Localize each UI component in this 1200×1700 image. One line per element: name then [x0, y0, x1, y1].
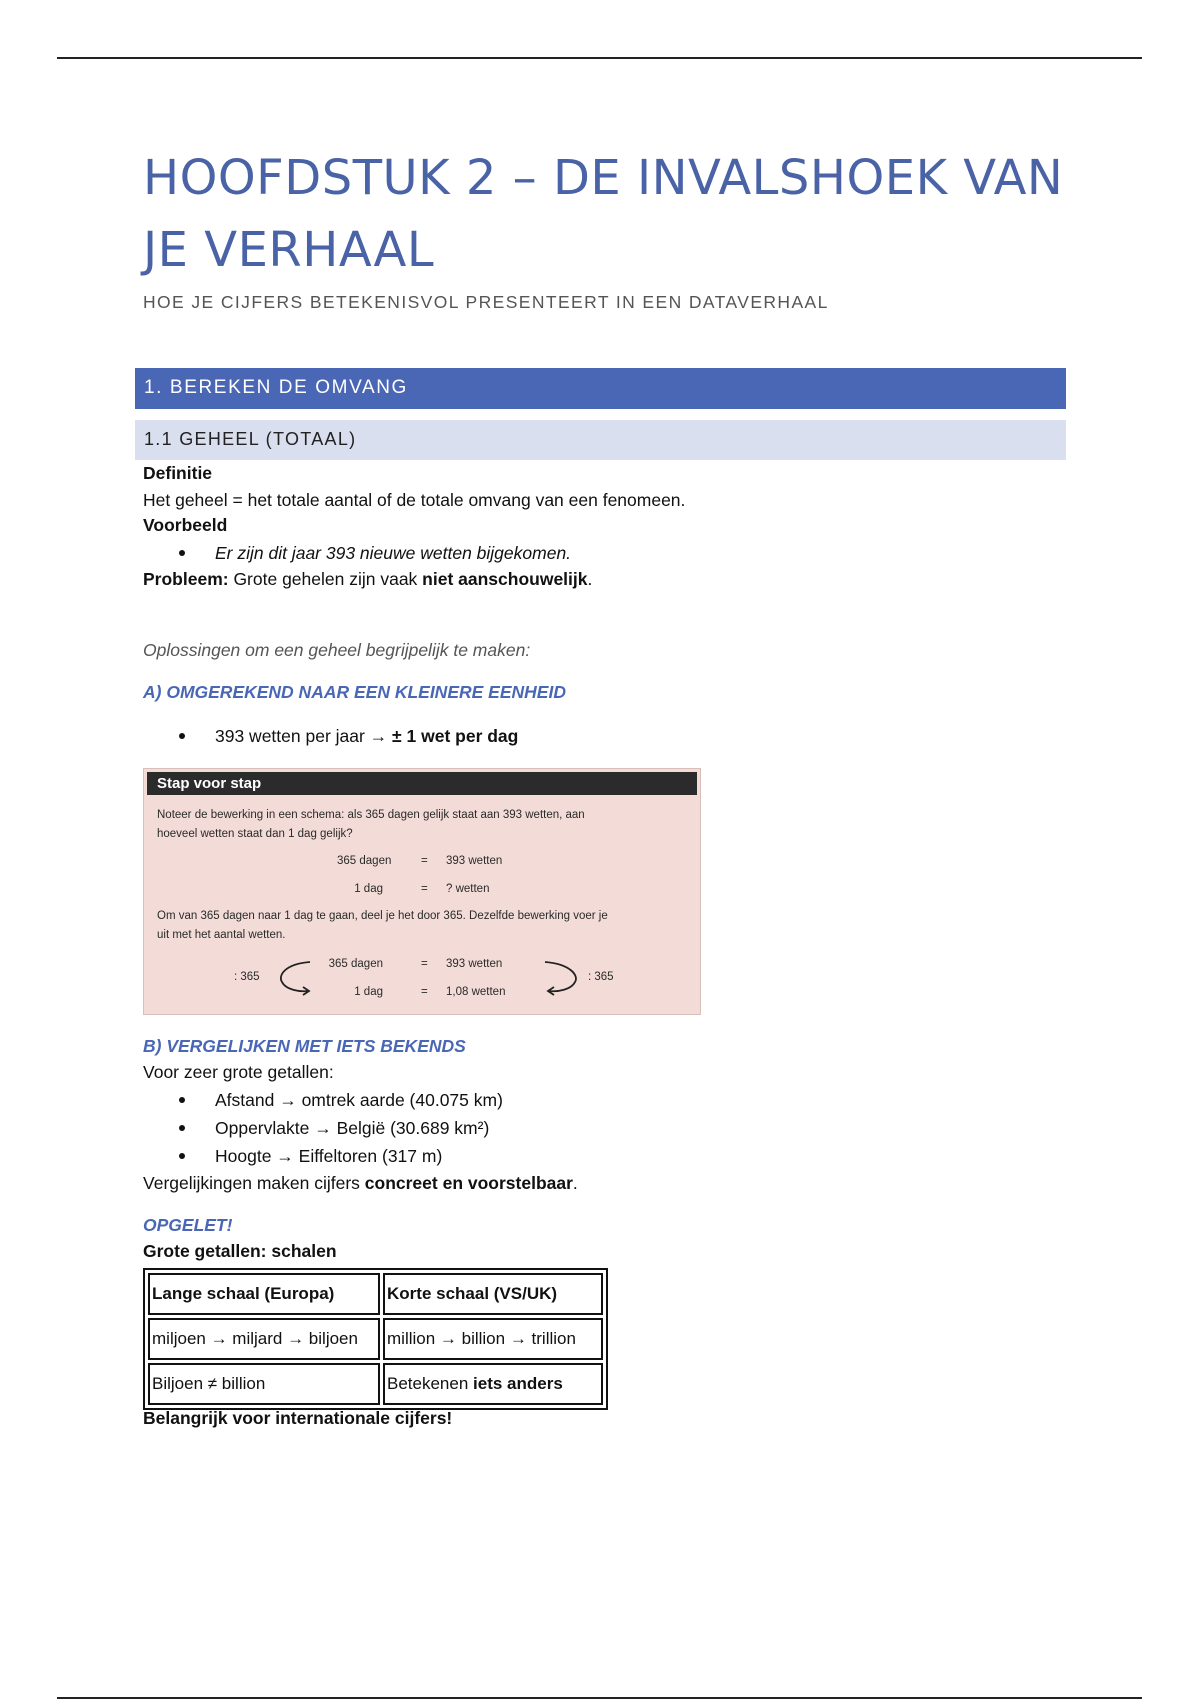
- table-header-cell: Lange schaal (Europa): [148, 1273, 380, 1315]
- table-cell: million → billion → trillion: [383, 1318, 603, 1360]
- table-row: [148, 1363, 603, 1405]
- sub-section-heading: 1.1 GEHEEL (TOTAAL): [135, 420, 1066, 460]
- svs-row4-left: 1 dag: [354, 986, 383, 998]
- curved-arrow-right-icon: [541, 958, 583, 998]
- svs-row1-left: 365 dagen: [337, 855, 392, 867]
- section-b-bullet: Hoogte → Eiffeltoren (317 m): [180, 1146, 442, 1167]
- opgelet-sub: Grote getallen: schalen: [143, 1241, 337, 1261]
- bullet-dot: [179, 1097, 185, 1103]
- definitie-text: Het geheel = het totale aantal of de totale omvang van een fenomeen.: [143, 490, 686, 510]
- svs-divide-right: : 365: [588, 971, 614, 983]
- svs-row3-right: 393 wetten: [446, 958, 503, 970]
- bullet-dot: [179, 550, 185, 556]
- svs-intro-line-2: hoeveel wetten staat dan 1 dag gelijk?: [157, 828, 353, 840]
- section-b-conclusion: Vergelijkingen maken cijfers concreet en voorstelbaar.: [143, 1173, 578, 1193]
- opgelet-footer: Belangrijk voor internationale cijfers!: [143, 1408, 453, 1428]
- svs-row2-eq: =: [421, 883, 428, 895]
- bullet-dot: [179, 1153, 185, 1159]
- table-header-cell: Korte schaal (VS/UK): [383, 1273, 603, 1315]
- section-b-intro: Voor zeer grote getallen:: [143, 1062, 334, 1082]
- section-b-bullet: Oppervlakte → België (30.689 km²): [180, 1118, 489, 1139]
- table-row: [148, 1318, 603, 1360]
- stap-voor-stap-header: Stap voor stap: [147, 772, 697, 795]
- voorbeeld-item: Er zijn dit jaar 393 nieuwe wetten bijgekomen.: [180, 543, 571, 564]
- svs-mid-line-1: Om van 365 dagen naar 1 dag te gaan, deel je het door 365. Dezelfde bewerking voer je: [157, 910, 608, 922]
- table-cell: miljoen → miljard → biljoen: [148, 1318, 380, 1360]
- voorbeeld-label: Voorbeeld: [143, 515, 228, 535]
- section-b-bullet: Afstand → omtrek aarde (40.075 km): [180, 1090, 503, 1111]
- chapter-title-line-1: HOOFDSTUK 2 – DE INVALSHOEK VAN: [143, 150, 1064, 206]
- table-cell: Biljoen ≠ billion: [148, 1363, 380, 1405]
- oplossingen-text: Oplossingen om een geheel begrijpelijk te maken:: [143, 640, 531, 660]
- svs-divide-left: : 365: [234, 971, 260, 983]
- svs-row4-right: 1,08 wetten: [446, 986, 506, 998]
- table-cell: Betekenen iets anders: [383, 1363, 603, 1405]
- svs-row3-eq: =: [421, 958, 428, 970]
- svs-row2-left: 1 dag: [354, 883, 383, 895]
- svs-row1-eq: =: [421, 855, 428, 867]
- svs-row4-eq: =: [421, 986, 428, 998]
- svs-row2-right: ? wetten: [446, 883, 490, 895]
- section-a-bullet: 393 wetten per jaar → ± 1 wet per dag: [180, 726, 518, 747]
- section-a-heading: A) OMGEREKEND NAAR EEN KLEINERE EENHEID: [143, 682, 566, 702]
- bullet-dot: [179, 733, 185, 739]
- svs-row3-left: 365 dagen: [328, 958, 383, 970]
- bullet-dot: [179, 1125, 185, 1131]
- svs-mid-line-2: uit met het aantal wetten.: [157, 929, 286, 941]
- probleem-line: Probleem: Grote gehelen zijn vaak niet aanschouwelijk.: [143, 569, 593, 589]
- chapter-title-line-2: JE VERHAAL: [143, 222, 435, 278]
- table-row: [148, 1273, 603, 1315]
- section-b-heading: B) VERGELIJKEN MET IETS BEKENDS: [143, 1036, 466, 1056]
- top-rule: [57, 57, 1142, 59]
- svs-intro-line-1: Noteer de bewerking in een schema: als 365 dagen gelijk staat aan 393 wetten, aan: [157, 809, 585, 821]
- chapter-subtitle: HOE JE CIJFERS BETEKENISVOL PRESENTEERT IN EEN DATAVERHAAL: [143, 292, 829, 312]
- scale-table: [143, 1268, 608, 1410]
- curved-arrow-left-icon: [276, 958, 316, 998]
- svs-row1-right: 393 wetten: [446, 855, 503, 867]
- section-heading: 1. BEREKEN DE OMVANG: [135, 368, 1066, 409]
- definitie-label: Definitie: [143, 463, 213, 483]
- opgelet-heading: OPGELET!: [143, 1215, 233, 1235]
- stap-voor-stap-box: [143, 768, 701, 1015]
- bottom-rule: [57, 1697, 1142, 1699]
